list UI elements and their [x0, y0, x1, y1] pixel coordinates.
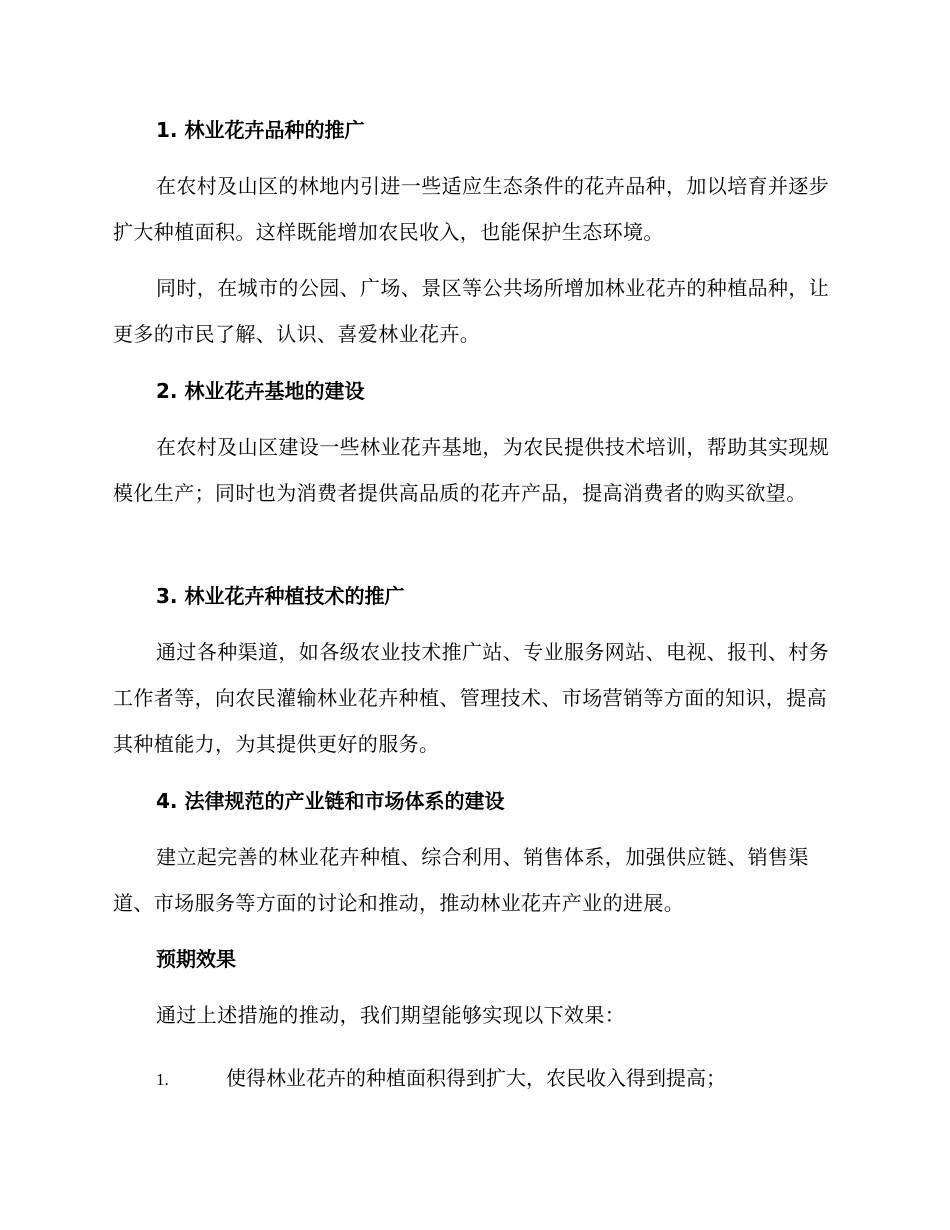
effects-heading: 预期效果 [156, 947, 236, 971]
list-item-text: 使得林业花卉的种植面积得到扩大，农民收入得到提高； [226, 1066, 726, 1090]
section-4-paragraph-1: 建立起完善的林业花卉种植、综合利用、销售体系，加强供应链、销售渠道、市场服务等方面的讨论和推动，推动林业花卉产业的进展。 [113, 845, 809, 915]
section-2-paragraph-1: 在农村及山区建设一些林业花卉基地，为农民提供技术培训，帮助其实现规模化生产；同时也为消费者提供高品质的花卉产品，提高消费者的购买欲望。 [113, 435, 830, 505]
section-heading-4: 4. 法律规范的产业链和市场体系的建设 [156, 789, 505, 813]
section-1-paragraph-2: 同时，在城市的公园、广场、景区等公共场所增加林业花卉的种植品种，让更多的市民了解、认识、喜爱林业花卉。 [113, 276, 830, 346]
section-heading-3: 3. 林业花卉种植技术的推广 [156, 584, 405, 608]
section-heading-2: 2. 林业花卉基地的建设 [156, 379, 365, 403]
list-item-number: 1. [156, 1070, 169, 1089]
list-item [156, 1064, 856, 1094]
section-1-paragraph-1: 在农村及山区的林地内引进一些适应生态条件的花卉品种，加以培育并逐步扩大种植面积。这样既能增加农民收入，也能保护生态环境。 [113, 174, 830, 244]
effects-intro: 通过上述措施的推动，我们期望能够实现以下效果： [156, 1003, 626, 1027]
section-3-paragraph-1: 通过各种渠道，如各级农业技术推广站、专业服务网站、电视、报刊、村务工作者等，向农民灌输林业花卉种植、管理技术、市场营销等方面的知识，提高其种植能力，为其提供更好的服务。 [113, 640, 830, 756]
section-heading-1: 1. 林业花卉品种的推广 [156, 118, 365, 142]
